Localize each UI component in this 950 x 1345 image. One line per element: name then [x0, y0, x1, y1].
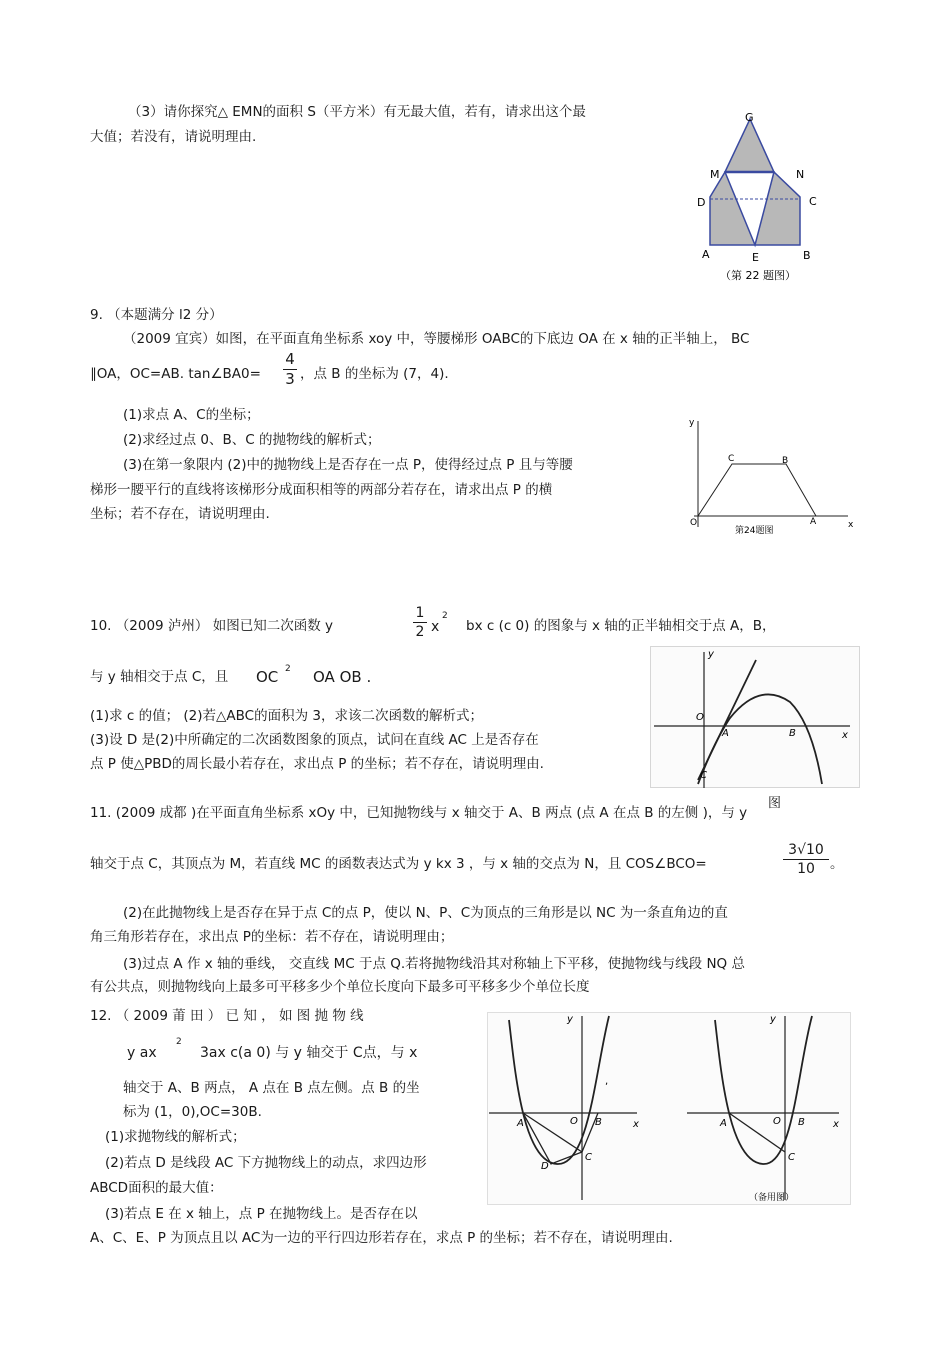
figure-10: [650, 646, 860, 791]
p10-q3a: (3)设 D 是(2)中所确定的二次函数图象的顶点，试问在直线 AC 上是否存在: [90, 732, 539, 748]
p9-frac-num: 4: [285, 350, 295, 368]
p11-fraction: [783, 843, 829, 876]
fig10-frame: [651, 647, 860, 788]
p12-sup: 2: [176, 1037, 182, 1047]
p11-line2b: 。: [830, 856, 844, 872]
fig10-label-c: C: [700, 770, 707, 781]
p9-q1: (1)求点 A、C的坐标；: [123, 407, 260, 423]
fig12-right-label-a: A: [720, 1118, 727, 1129]
p12-q1: (1)求抛物线的解析式；: [105, 1129, 246, 1145]
p10-oc: OC: [256, 668, 279, 686]
p11-q3b: 有公共点，则抛物线向上最多可平移多少个单位长度向下最多可平移多少个单位长度: [90, 979, 590, 995]
p9-q2: (2)求经过点 0、B、C 的抛物线的解析式；: [123, 432, 381, 448]
p12-q2a: (2)若点 D 是线段 AC 下方抛物线上的动点，求四边形: [105, 1155, 427, 1171]
fig12-right-label-y: y: [770, 1014, 776, 1025]
p12-q3b: A、C、E、P 为顶点且以 AC为一边的平行四边形若存在，求点 P 的坐标；若不存在，请说明理由.: [90, 1230, 673, 1246]
p9-fraction: [283, 352, 297, 387]
p10-q1: (1)求 c 的值； (2)若△ABC的面积为 3，求该二次函数的解析式；: [90, 708, 483, 724]
fig24-label-c: C: [728, 454, 735, 464]
p11-q2b: 角三角形若存在，求出点 P的坐标：若不存在，请说明理由；: [90, 929, 454, 945]
fig10-label-x: x: [842, 730, 848, 741]
fig24-label-b: B: [782, 456, 789, 466]
fig10-label-o: O: [696, 712, 704, 723]
p12-q3a: (3)若点 E 在 x 轴上，点 P 在抛物线上。是否存在以: [105, 1206, 418, 1222]
figure-12: [487, 1012, 852, 1207]
p10-line2b: OA OB .: [313, 668, 372, 686]
fig12-right-label-x: x: [833, 1119, 839, 1130]
fig22-label-m: M: [710, 168, 720, 181]
fig22-label-b: B: [803, 249, 811, 262]
p10-frac-num: 1: [415, 605, 425, 621]
p9-frac-den: 3: [285, 370, 295, 388]
p9-q3c: 坐标；若不存在，请说明理由.: [90, 506, 270, 522]
p11-q2a: (2)在此抛物线上是否存在异于点 C的点 P，使以 N、P、C为顶点的三角形是以 NC 为一条直角边的直: [123, 905, 728, 921]
p10-line2a: 与 y 轴相交于点 C，且: [90, 669, 229, 685]
p10-q3b: 点 P 使△PBD的周长最小若存在，求出点 P 的坐标；若不存在，请说明理由.: [90, 756, 544, 772]
p11-q3a: (3)过点 A 作 x 轴的垂线， 交直线 MC 于点 Q.若将抛物线沿其对称轴上下平移，使抛物线与线段 NQ 总: [123, 956, 745, 972]
p9-line1: （2009 宜宾）如图，在平面直角坐标系 xoy 中，等腰梯形 OABC的下底边 OA 在 x 轴的正半轴上， BC: [123, 331, 750, 347]
fig24-trapezoid: [698, 464, 816, 516]
fig22-caption: （第 22 题图）: [720, 269, 796, 282]
p12-q2b: ABCD面积的最大值：: [90, 1180, 223, 1196]
p9-line2a: ∥OA，OC=AB. tan∠BA0=: [90, 366, 261, 382]
fig22-label-c: C: [809, 195, 817, 208]
fig22-label-g: G: [745, 111, 754, 124]
p10-sup-oc: 2: [285, 664, 291, 674]
p22-line2: 大值；若没有，请说明理由.: [90, 129, 257, 145]
fig24-label-x: x: [848, 520, 854, 530]
p10-sup-2: 2: [442, 611, 448, 621]
p10-line1a: 10. （2009 泸州） 如图已知二次函数 y: [90, 618, 333, 634]
figure-22: [690, 105, 830, 285]
fig10-label-a: A: [722, 728, 729, 739]
fig22-label-e: E: [752, 251, 759, 264]
p11-frac-den: 10: [797, 861, 815, 877]
fig12-left-mark: ,: [605, 1076, 609, 1087]
fig12-right-label-o: O: [773, 1116, 781, 1127]
figure-24: [680, 415, 860, 540]
fig10-label-tu: 图: [768, 796, 782, 811]
fig22-label-d: D: [697, 196, 706, 209]
p9-header: 9. （本题满分 l2 分）: [90, 307, 223, 323]
p9-line2b: ，点 B 的坐标为 (7，4).: [300, 366, 449, 382]
p22-line1: （3）请你探究△ EMN的面积 S（平方米）有无最大值，若有，请求出这个最: [128, 104, 586, 120]
p11-line1: 11. (2009 成都 )在平面直角坐标系 xOy 中，已知抛物线与 x 轴交于 A、B 两点 (点 A 在点 B 的左侧 )，与 y: [90, 805, 748, 821]
p10-line1b: bx c (c 0) 的图象与 x 轴的正半轴相交于点 A，B，: [466, 618, 776, 634]
fig12-right-label-c: C: [788, 1152, 795, 1163]
fig24-label-a: A: [810, 517, 817, 527]
fig22-label-a: A: [702, 248, 710, 261]
p10-frac-den: 2: [415, 624, 425, 640]
fig24-label-y: y: [689, 418, 695, 428]
p12-l3: 轴交于 A、B 两点， A 点在 B 点左侧。点 B 的坐: [123, 1080, 420, 1096]
fig12-left-label-c: C: [585, 1152, 592, 1163]
fig12-left-label-x: x: [633, 1119, 639, 1130]
p12-line1: 12. （ 2009 莆 田 ） 已 知 ， 如 图 抛 物 线: [90, 1008, 364, 1024]
p10-fraction: [413, 606, 427, 639]
fig12-left-label-y: y: [567, 1014, 573, 1025]
p12-eq-b: 3ax c(a 0) 与 y 轴交于 C点，与 x: [200, 1045, 418, 1061]
p11-line2a: 轴交于点 C，其顶点为 M，若直线 MC 的函数表达式为 y kx 3 ，与 x 轴的交点为 N，且 COS∠BCO=: [90, 856, 707, 872]
fig22-label-n: N: [796, 168, 805, 181]
fig10-label-b: B: [789, 728, 796, 739]
fig12-left-label-o: O: [570, 1116, 578, 1127]
fig12-right-label-b: B: [798, 1117, 805, 1128]
fig12-backup-caption: （备用图）: [749, 1193, 795, 1203]
p11-frac-num: 3√10: [788, 842, 824, 858]
p12-eq-a: y ax: [127, 1045, 157, 1061]
fig12-left-label-b: B: [595, 1117, 602, 1128]
fig12-left-label-d: D: [541, 1161, 549, 1172]
p9-q3b: 梯形一腰平行的直线将该梯形分成面积相等的两部分若存在，请求出点 P 的横: [90, 482, 553, 498]
fig24-label-o: O: [690, 518, 698, 528]
fig10-label-y: y: [708, 649, 714, 660]
fig12-frame: [488, 1013, 851, 1205]
p10-x: x: [431, 619, 440, 635]
p9-q3a: (3)在第一象限内 (2)中的抛物线上是否存在一点 P，使得经过点 P 且与等腰: [123, 457, 573, 473]
fig24-caption: 第24题图: [735, 526, 774, 536]
fig12-left-label-a: A: [517, 1118, 524, 1129]
p12-l4: 标为 (1，0),OC=30B.: [123, 1104, 262, 1120]
